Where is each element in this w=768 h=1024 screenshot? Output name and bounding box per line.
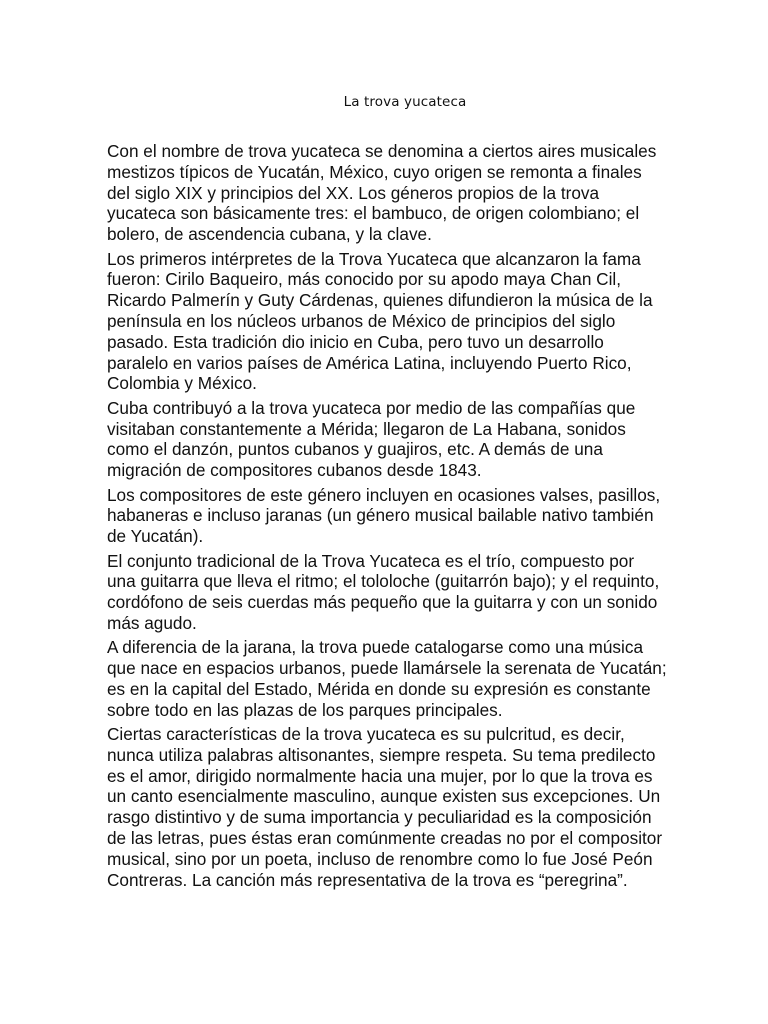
paragraph-4: Los compositores de este género incluyen en ocasiones valses, pasillos, habaneras e incluso jaranas (un género musical bailable nativo también de Yucatán). [107,484,661,547]
paragraph-6: A diferencia de la jarana, la trova puede catalogarse como una música que nace en espacios urbanos, puede llamársele la serenata de Yucatán; es en la capital del Estado, Mérida en donde su expresión es constante sobre todo en las plazas de los parques principales. [107,637,667,720]
paragraph-3: Cuba contribuyó a la trova yucateca por medio de las compañías que visitaban constantemente a Mérida; llegaron de La Habana, sonidos como el danzón, puntos cubanos y guajiros, etc. A demás de una migración de compositores cubanos desde 1843. [107,397,636,481]
paragraph-2: Los primeros intérpretes de la Trova Yucateca que alcanzaron la fama fueron: Cirilo Baqueiro, más conocido por su apodo maya Chan Cil, Ricardo Palmerín y Guty Cárdenas, quienes difundieron la música de la península en los núcleos urbanos de México de principios del siglo pasado. Esta tradición dio inicio en Cuba, pero tuvo un desarrollo paralelo en varios países de América Latina, incluyendo Puerto Rico, Colombia y México. [107,248,653,394]
document-body [107,141,667,894]
paragraph-1: Con el nombre de trova yucateca se denomina a ciertos aires musicales mestizos típicos de Yucatán, México, cuyo origen se remonta a finales del siglo XIX y principios del XX. Los géneros propios de la trova yucateca son básicamente tres: el bambuco, de origen colombiano; el bolero, de ascendencia cubana, y la clave. [107,141,657,245]
paragraph-7: Ciertas características de la trova yucateca es su pulcritud, es decir, nunca utiliza palabras altisonantes, siempre respeta. Su tema predilecto es el amor, dirigido normalmente hacia una mujer, por lo que la trova es un canto esencialmente masculino, aunque existen sus excepciones. Un rasgo distintivo y de suma importancia y peculiaridad es la composición de las letras, pues éstas eran comúnmente creadas no por el compositor musical, sino por un poeta, incluso de renombre como lo fue José Peón Contreras. La canción más representativa de la trova es “peregrina”. [107,724,663,890]
paragraph-5: El conjunto tradicional de la Trova Yucateca es el trío, compuesto por una guitarra que lleva el ritmo; el tololoche (guitarrón bajo); y el requinto, cordófono de seis cuerdas más pequeño que la guitarra y con un sonido más agudo. [107,550,660,633]
document-title: La trova yucateca [343,94,467,110]
